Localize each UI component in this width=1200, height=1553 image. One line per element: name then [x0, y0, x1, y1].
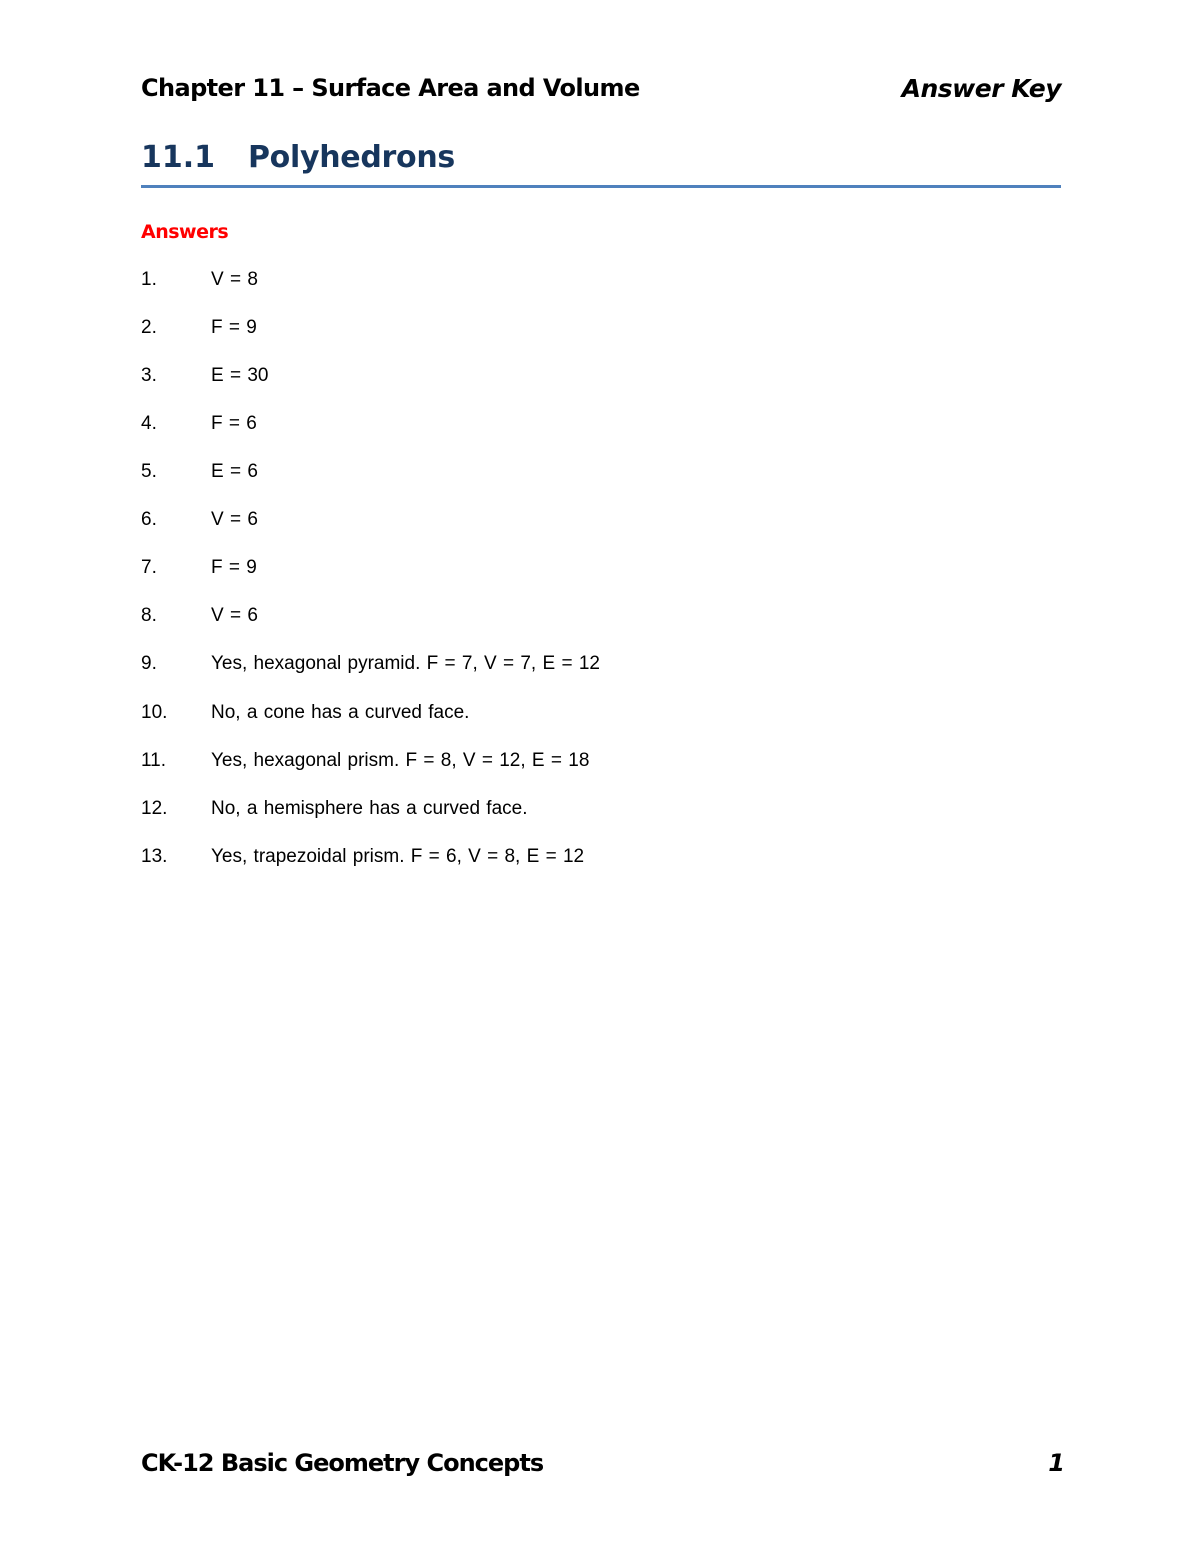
answer-text: F = 9 [211, 557, 257, 578]
section-title: Polyhedrons [248, 140, 455, 175]
answer-key-label: Answer Key [901, 74, 1061, 103]
answer-number: 4. [141, 413, 157, 434]
answer-text: Yes, hexagonal prism. F = 8, V = 12, E = 18 [211, 750, 590, 771]
section-heading [141, 140, 1061, 182]
answer-text: E = 6 [211, 461, 258, 482]
answer-number: 12. [141, 798, 168, 819]
answer-text: V = 8 [211, 269, 258, 290]
footer-book-title: CK-12 Basic Geometry Concepts [141, 1449, 544, 1477]
answer-number: 5. [141, 461, 157, 482]
answer-text: Yes, trapezoidal prism. F = 6, V = 8, E = 12 [211, 846, 585, 867]
answer-text: F = 9 [211, 317, 257, 338]
answer-number: 9. [141, 653, 157, 674]
section-divider [141, 185, 1061, 188]
answer-number: 11. [141, 750, 167, 771]
answer-number: 1. [141, 269, 157, 290]
answer-number: 6. [141, 509, 157, 530]
answer-text: V = 6 [211, 509, 258, 530]
answer-number: 13. [141, 846, 168, 867]
page-footer [141, 1449, 1065, 1485]
page-header [141, 74, 1061, 110]
chapter-title: Chapter 11 – Surface Area and Volume [141, 74, 640, 102]
answer-number: 10. [141, 702, 168, 723]
answers-label: Answers [141, 221, 229, 243]
answer-text: No, a hemisphere has a curved face. [211, 798, 528, 819]
answer-text: Yes, hexagonal pyramid. F = 7, V = 7, E = 12 [211, 653, 600, 674]
answer-text: V = 6 [211, 605, 258, 626]
answer-text: F = 6 [211, 413, 257, 434]
answer-text: E = 30 [211, 365, 269, 386]
section-number: 11.1 [141, 140, 216, 175]
answer-number: 2. [141, 317, 157, 338]
answer-number: 8. [141, 605, 157, 626]
answer-number: 3. [141, 365, 157, 386]
page-number: 1 [1048, 1449, 1065, 1477]
answer-text: No, a cone has a curved face. [211, 702, 470, 723]
answer-number: 7. [141, 557, 157, 578]
